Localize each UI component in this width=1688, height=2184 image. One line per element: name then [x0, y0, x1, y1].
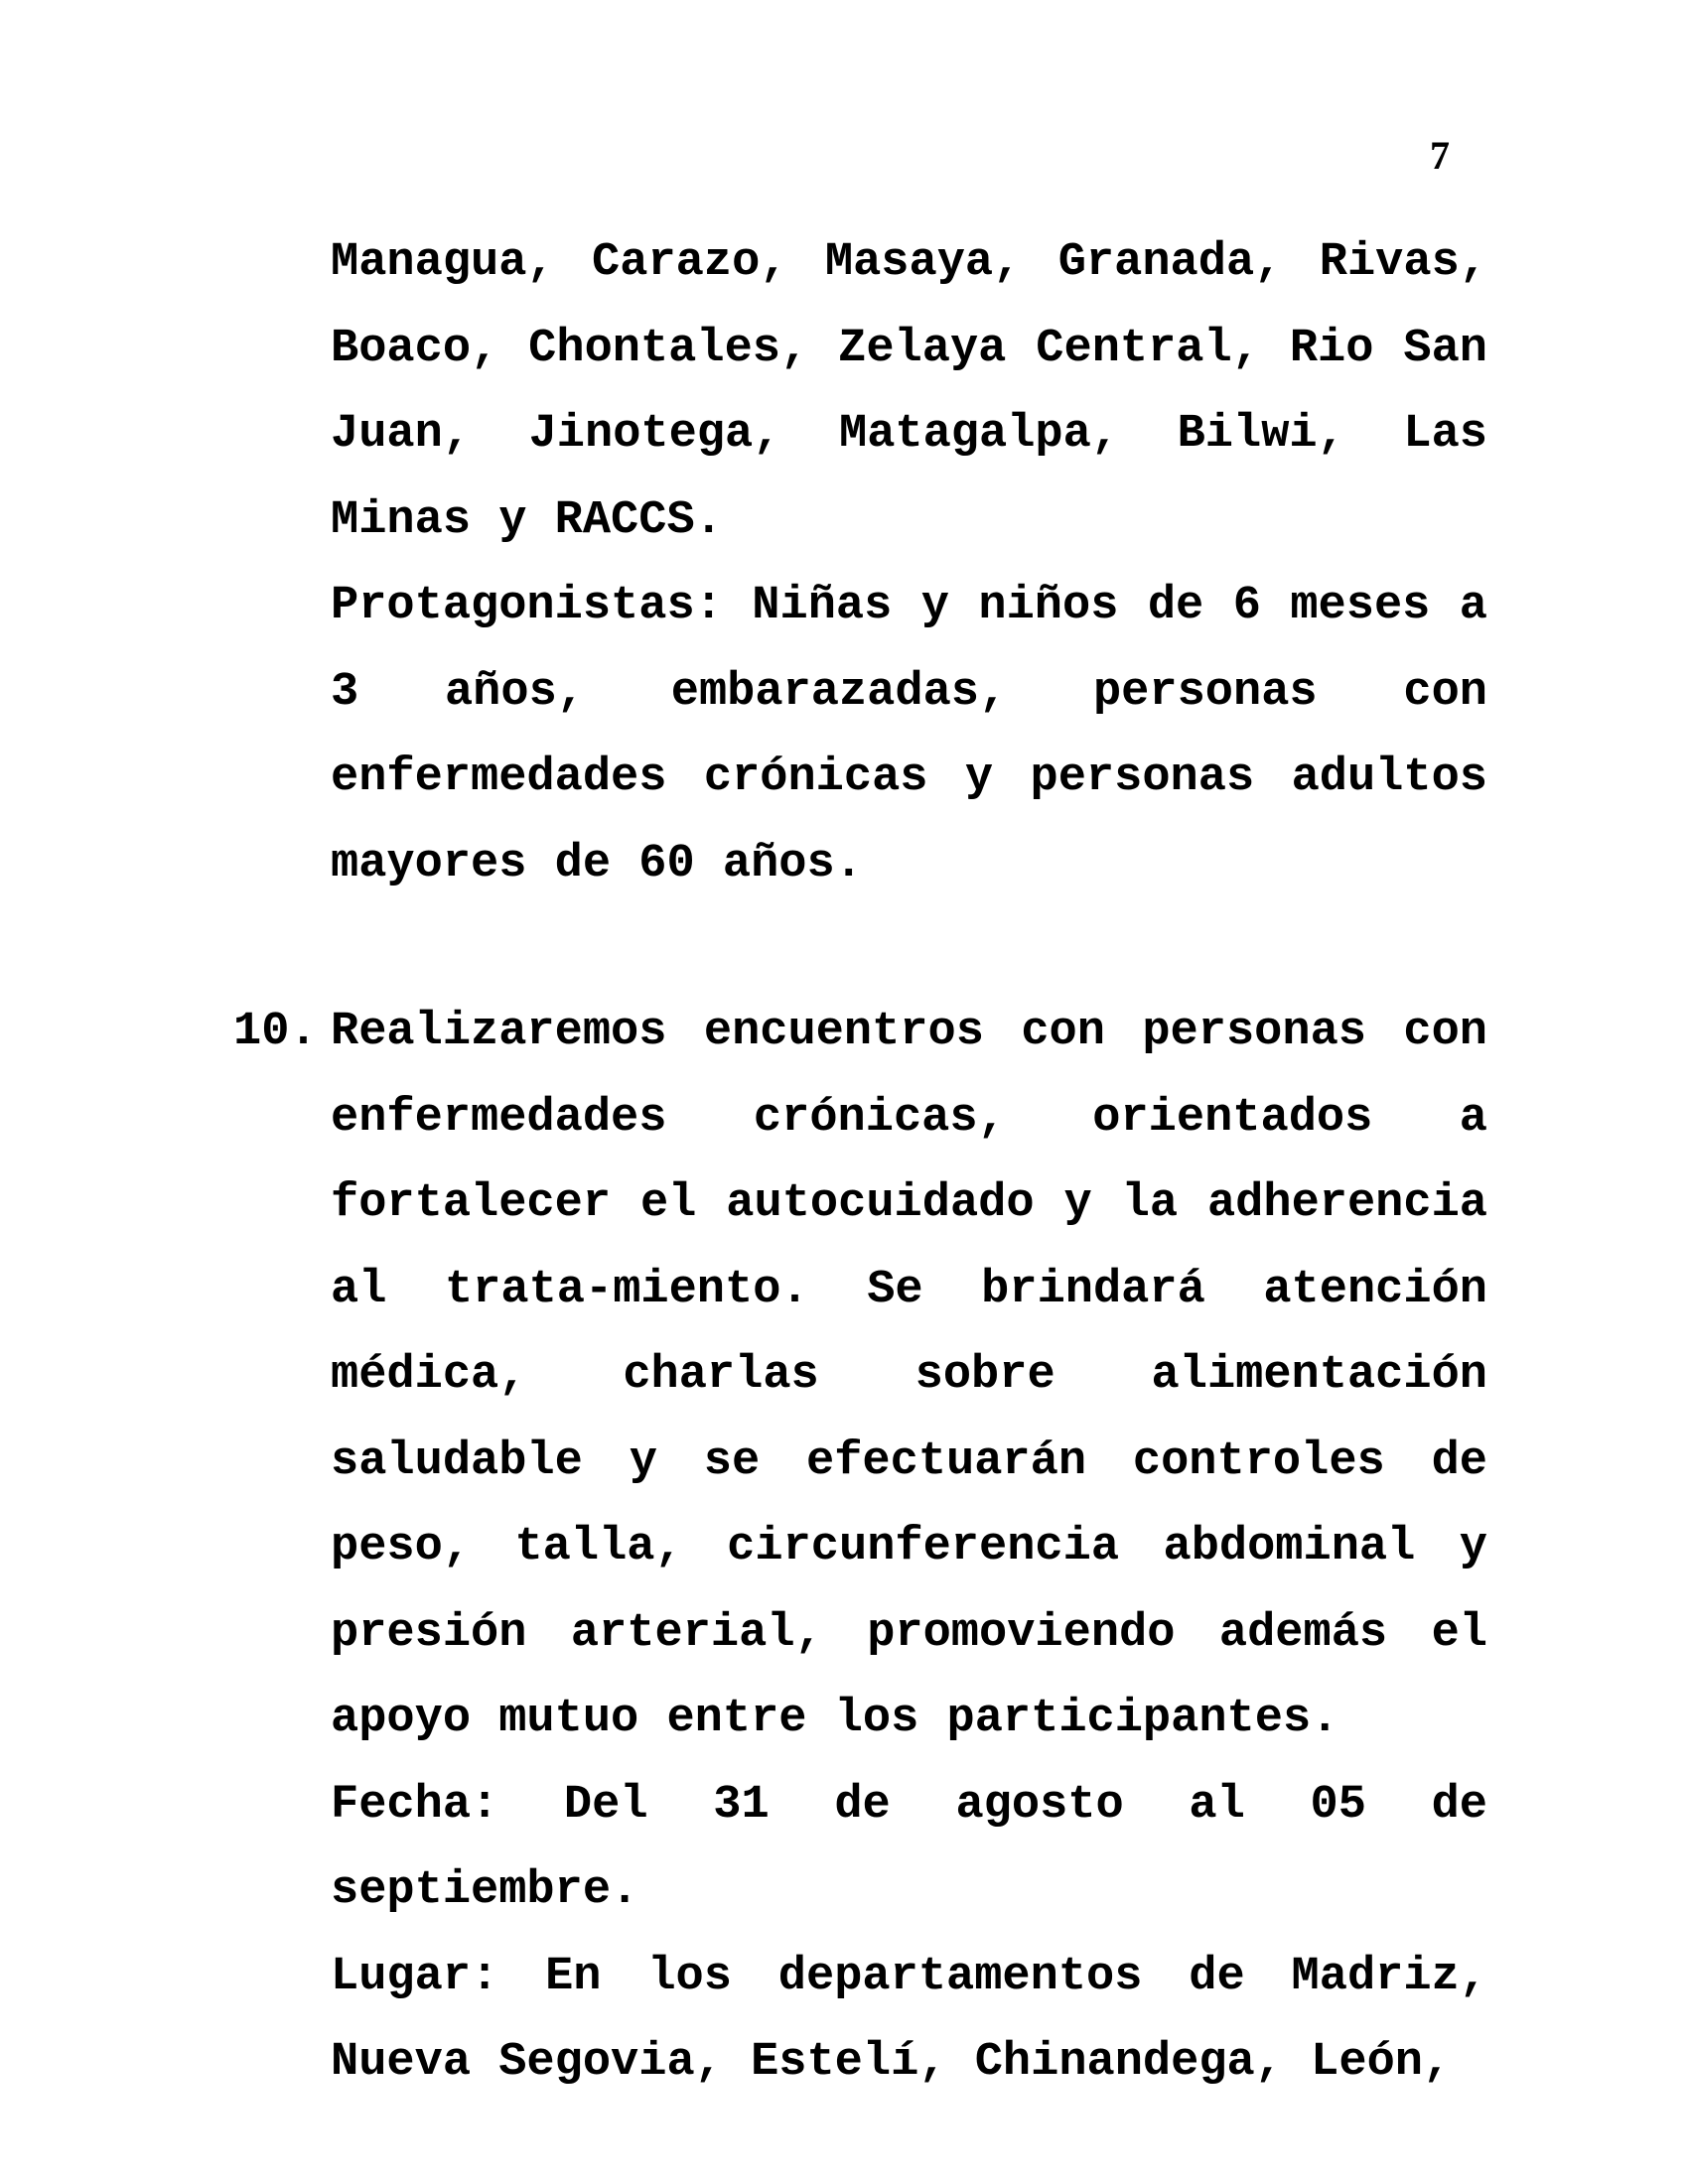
list-item-number: 10. — [233, 1006, 318, 1058]
item-place: Lugar: En los departamentos de Madriz, Nueva Segovia, Estelí, Chinandega, León, — [331, 1950, 1487, 2089]
item-date: Fecha: Del 31 de agosto al 05 de septiembre. — [331, 1778, 1487, 1917]
locations-paragraph: Managua, Carazo, Masaya, Granada, Rivas, Boaco, Chontales, Zelaya Central, Rio San Juan, Jinotega, Matagalpa, Bilwi, Las Minas y RACCS. — [331, 236, 1487, 547]
continued-section — [331, 220, 1487, 907]
list-item-10 — [331, 990, 1487, 2107]
page-number: 7 — [1430, 133, 1450, 178]
protagonists-paragraph: Protagonistas: Niñas y niños de 6 meses a 3 años, embarazadas, personas con enfermedades crónicas y personas adultos mayores de 60 años. — [331, 580, 1487, 890]
item-description: Realizaremos encuentros con personas con enfermedades crónicas, orientados a fortalecer el autocuidado y la adherencia al trata-miento. Se brindará atención médica, charlas sobre alimentación saludable y se efectuarán controles de peso, talla, circunferencia abdominal y presión arterial, promoviendo además el apoyo mutuo entre los participantes. — [331, 1006, 1487, 1745]
